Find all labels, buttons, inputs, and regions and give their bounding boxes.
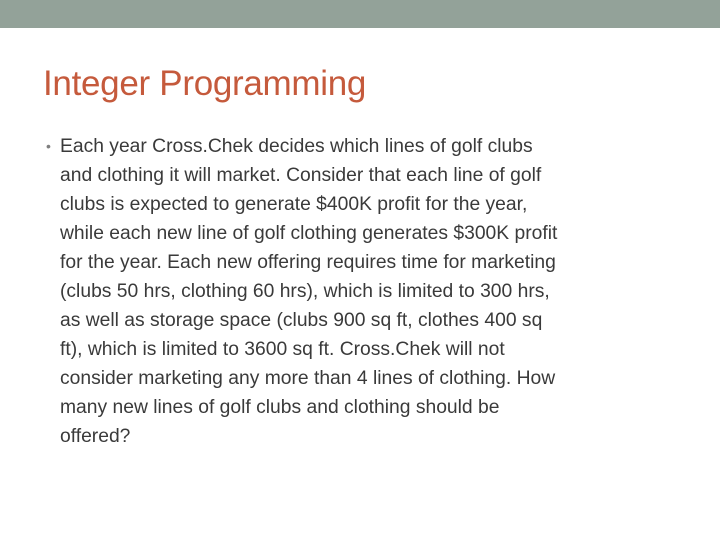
bullet-text-line: consider marketing any more than 4 lines of clothing. How — [60, 368, 556, 389]
bullet-text-line: while each new line of golf clothing generates $300K profit — [60, 223, 558, 244]
bullet-item — [46, 132, 696, 451]
slide-body — [46, 132, 696, 451]
slide-top-bar — [0, 0, 720, 28]
bullet-text-line: ft), which is limited to 3600 sq ft. Cross.Chek will not — [60, 339, 505, 360]
bullet-text-line: many new lines of golf clubs and clothing should be — [60, 397, 500, 418]
bullet-text-line: as well as storage space (clubs 900 sq ft, clothes 400 sq — [60, 310, 543, 331]
bullet-icon: • — [46, 138, 51, 154]
slide-title: Integer Programming — [43, 64, 367, 103]
bullet-text-line: (clubs 50 hrs, clothing 60 hrs), which is limited to 300 hrs, — [60, 281, 550, 302]
bullet-text-line: offered? — [60, 426, 131, 447]
bullet-text-line: for the year. Each new offering requires time for marketing — [60, 252, 556, 273]
bullet-text-line: Each year Cross.Chek decides which lines of golf clubs — [60, 136, 533, 157]
bullet-text-line: and clothing it will market. Consider that each line of golf — [60, 165, 542, 186]
bullet-text-line: clubs is expected to generate $400K profit for the year, — [60, 194, 528, 215]
